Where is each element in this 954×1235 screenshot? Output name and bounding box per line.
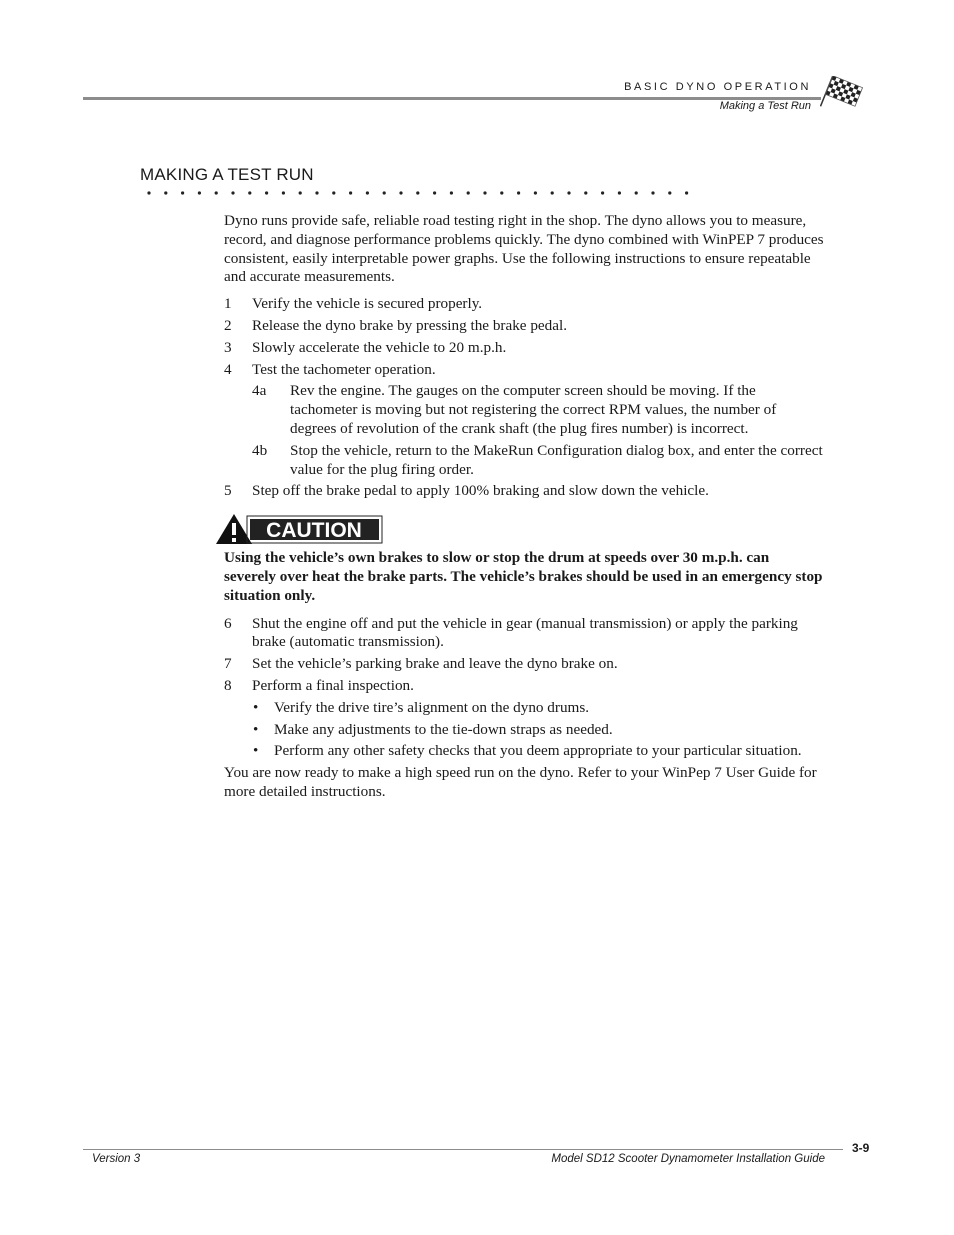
step-number: 7 [224,655,232,673]
step-text: Shut the engine off and put the vehicle in gear (manual transmission) or apply the parking brake (automatic transmission). [252,614,798,651]
step-text: Step off the brake pedal to apply 100% braking and slow down the vehicle. [252,482,709,500]
page-number: 3-9 [852,1141,870,1155]
footer-version: Version 3 [92,1153,141,1165]
intro-paragraph: Dyno runs provide safe, reliable road testing right in the shop. The dyno allows you to measure, record, and diagnose performance problems quickly. The dyno combined with WinPEP 7 produces consistent, easily interpretable power graphs. Use the following instructions to ensure repeatable and accurate measurements. [224,212,824,286]
bullet-dot: • [253,742,259,760]
bullet-item [224,699,824,718]
step-number: 5 [224,482,232,500]
step-text: Perform a final inspection. [252,676,414,694]
step-item [224,677,824,696]
step-item [224,482,824,501]
step-item [224,615,824,653]
closing-paragraph: You are now ready to make a high speed run on the dyno. Refer to your WinPep 7 User Guide for more detailed instructions. [224,764,817,800]
bullet-item [224,721,824,740]
bullet-text: Perform any other safety checks that you deem appropriate to your particular situation. [274,742,802,760]
title-dotted-rule [146,186,691,198]
step-text: Test the tachometer operation. [252,360,436,378]
caution-label: CAUTION [266,519,362,543]
step-item [224,361,824,380]
bullet-item [224,742,824,761]
main-content [224,212,824,802]
header-rule [83,97,821,100]
header-section: Making a Test Run [719,100,811,112]
step-number: 3 [224,338,232,356]
step-text: Set the vehicle’s parking brake and leave the dyno brake on. [252,655,618,673]
footer-guide-title: Model SD12 Scooter Dynamometer Installation Guide [551,1153,825,1165]
caution-text: Using the vehicle’s own brakes to slow or stop the drum at speeds over 30 m.p.h. can severely over heat the brake parts. The vehicle’s brakes should be used in an emergency stop situation only. [224,549,823,604]
caution-graphic [214,511,384,547]
step-number: 6 [224,614,232,632]
footer-rule [83,1149,843,1150]
step-item [224,655,824,674]
checkered-flag-icon [820,76,866,116]
step-item [224,339,824,358]
substep-number: 4a [252,382,267,400]
step-text: Verify the vehicle is secured properly. [252,295,483,313]
bullet-text: Make any adjustments to the tie-down straps as needed. [274,720,613,738]
step-number: 8 [224,676,232,694]
bullet-text: Verify the drive tire’s alignment on the dyno drums. [274,698,590,716]
step-text: Slowly accelerate the vehicle to 20 m.p.h. [252,338,507,356]
step-number: 4 [224,360,232,378]
step-number: 1 [224,295,232,313]
substep-text: Rev the engine. The gauges on the computer screen should be moving. If the tachometer is moving but not registering the correct RPM values, the number of degrees of revolution of the crank shaft (the plug fires number) is incorrect. [290,382,777,437]
bullet-dot: • [253,698,259,716]
header-chapter: BASIC DYNO OPERATION [624,81,811,93]
bullet-dot: • [253,720,259,738]
substep-item [224,442,824,480]
step-item [224,295,824,314]
page-title: MAKING A TEST RUN [140,165,314,184]
step-item [224,317,824,336]
step-number: 2 [224,316,232,334]
caution-banner [214,511,824,549]
step-text: Release the dyno brake by pressing the brake pedal. [252,316,568,334]
substep-text: Stop the vehicle, return to the MakeRun Configuration dialog box, and enter the correct value for the plug firing order. [290,441,823,478]
substep-item [224,382,824,438]
substep-number: 4b [252,441,268,459]
